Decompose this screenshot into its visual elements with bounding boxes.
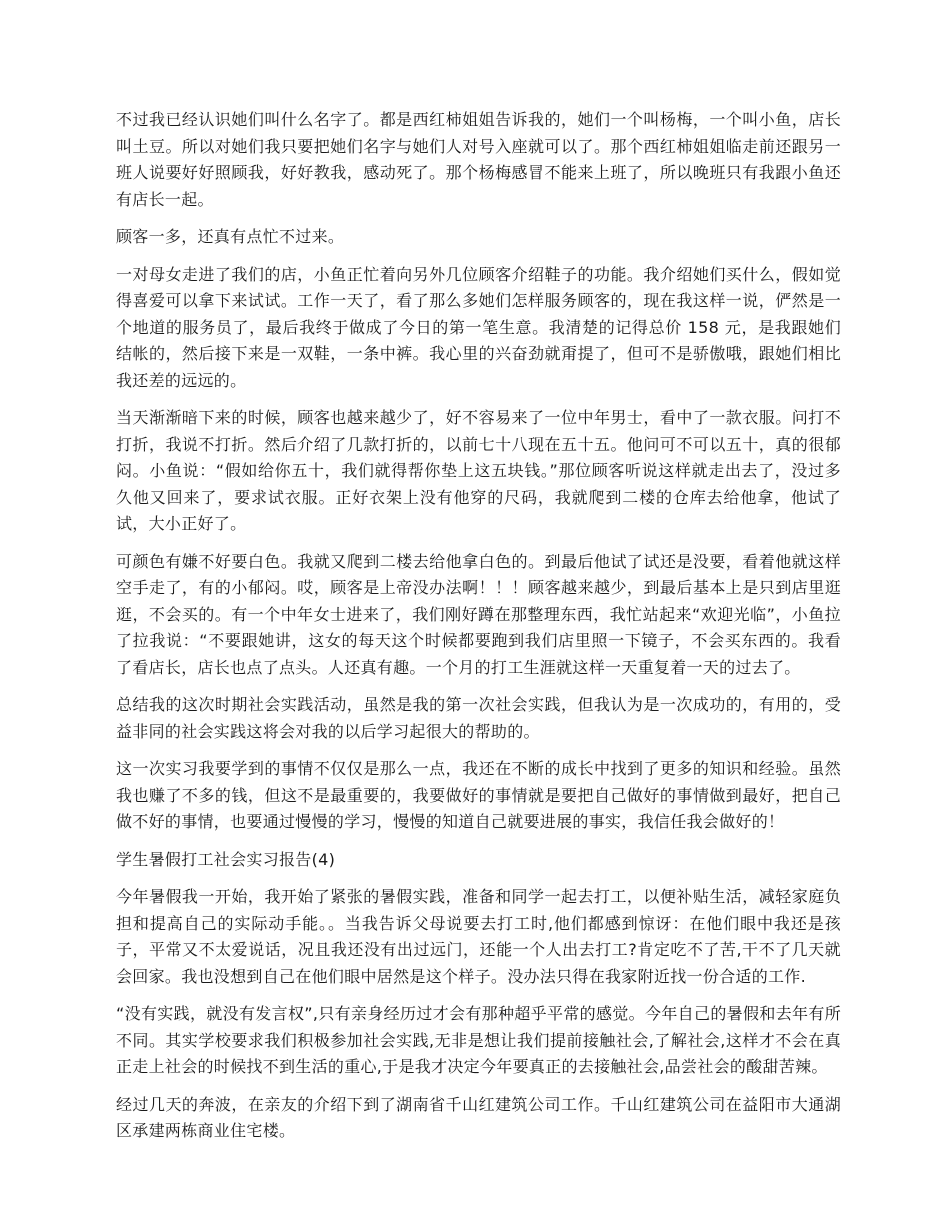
paragraph: 当天渐渐暗下来的时候，顾客也越来越少了，好不容易来了一位中年男士，看中了一款衣服。问打不打折，我说不打折。然后介绍了几款打折的，以前七十八现在五十五。他问可不可以五十，真的很郁闷。小鱼说：“假如给你五十，我们就得帮你垫上这五块钱。”那位顾客听说这样就走出去了，没过多久他又回来了，要求试衣服。正好衣架上没有他穿的尺码，我就爬到二楼的仓库去给他拿，他试了试，大小正好了。 xyxy=(116,408,841,533)
paragraph: 一对母女走进了我们的店，小鱼正忙着向另外几位顾客介绍鞋子的功能。我介绍她们买什么，假如觉得喜爱可以拿下来试试。工作一天了，看了那么多她们怎样服务顾客的，现在我这样一说，俨然是一个地道的服务员了，最后我终于做成了今日的第一笔生意。我清楚的记得总价 158 元，是我跟她们结帐的，然后接下来是一双鞋，一条中裤。我心里的兴奋劲就甭提了，但可不是骄傲哦，跟她们相比我还差的远远的。 xyxy=(116,264,841,390)
paragraph: “没有实践，就没有发言权”,只有亲身经历过才会有那种超乎平常的感觉。今年自己的暑假和去年有所不同。其实学校要求我们积极参加社会实践,无非是想让我们提前接触社会,了解社会,这样才不会在真正走上社会的时候找不到生活的重心,于是我才决定今年要真正的去接触社会,品尝社会的酸甜苦辣。 xyxy=(116,1004,841,1076)
section-heading: 学生暑假打工社会实习报告(4) xyxy=(116,849,336,869)
paragraph: 不过我已经认识她们叫什么名字了。都是西红柿姐姐告诉我的，她们一个叫杨梅，一个叫小鱼，店长叫土豆。所以对她们我只要把她们名字与她们人对号入座就可以了。那个西红柿姐姐临走前还跟另一班人说要好好照顾我，好好教我，感动死了。那个杨梅感冒不能来上班了，所以晚班只有我跟小鱼还有店长一起。 xyxy=(116,110,841,209)
paragraph: 今年暑假我一开始，我开始了紧张的暑假实践，准备和同学一起去打工，以便补贴生活，减轻家庭负担和提高自己的实际动手能。。当我告诉父母说要去打工时,他们都感到惊讶：在他们眼中我还是孩子，平常又不太爱说话，况且我还没有出过远门，还能一个人出去打工?肯定吃不了苦,干不了几天就会回家。我也没想到自己在他们眼中居然是这个样子。没办法只得在我家附近找一份合适的工作. xyxy=(116,887,841,986)
paragraph: 经过几天的奔波，在亲友的介绍下到了湖南省千山红建筑公司工作。千山红建筑公司在益阳市大通湖区承建两栋商业住宅楼。 xyxy=(116,1094,841,1140)
paragraph: 这一次实习我要学到的事情不仅仅是那么一点，我还在不断的成长中找到了更多的知识和经验。虽然我也赚了不多的钱，但这不是最重要的，我要做好的事情就是要把自己做好的事情做到最好，把自己做不好的事情，也要通过慢慢的学习，慢慢的知道自己就要进展的事实，我信任我会做好的！ xyxy=(116,759,841,831)
paragraph: 可颜色有嫌不好要白色。我就又爬到二楼去给他拿白色的。到最后他试了试还是没要，看着他就这样空手走了，有的小郁闷。哎，顾客是上帝没办法啊！！！顾客越来越少，到最后基本上是只到店里逛逛，不会买的。有一个中年女士进来了，我们刚好蹲在那整理东西，我忙站起来“欢迎光临”，小鱼拉了拉我说：“不要跟她讲，这女的每天这个时候都要跑到我们店里照一下镜子，不会买东西的。我看了看店长，店长也点了点头。人还真有趣。一个月的打工生涯就这样一天重复着一天的过去了。 xyxy=(116,551,841,677)
paragraph: 总结我的这次时期社会实践活动，虽然是我的第一次社会实践，但我认为是一次成功的，有用的，受益非同的社会实践这将会对我的以后学习起很大的帮助的。 xyxy=(116,695,841,741)
document-page xyxy=(116,107,841,1156)
paragraph: 顾客一多，还真有点忙不过来。 xyxy=(116,227,345,246)
